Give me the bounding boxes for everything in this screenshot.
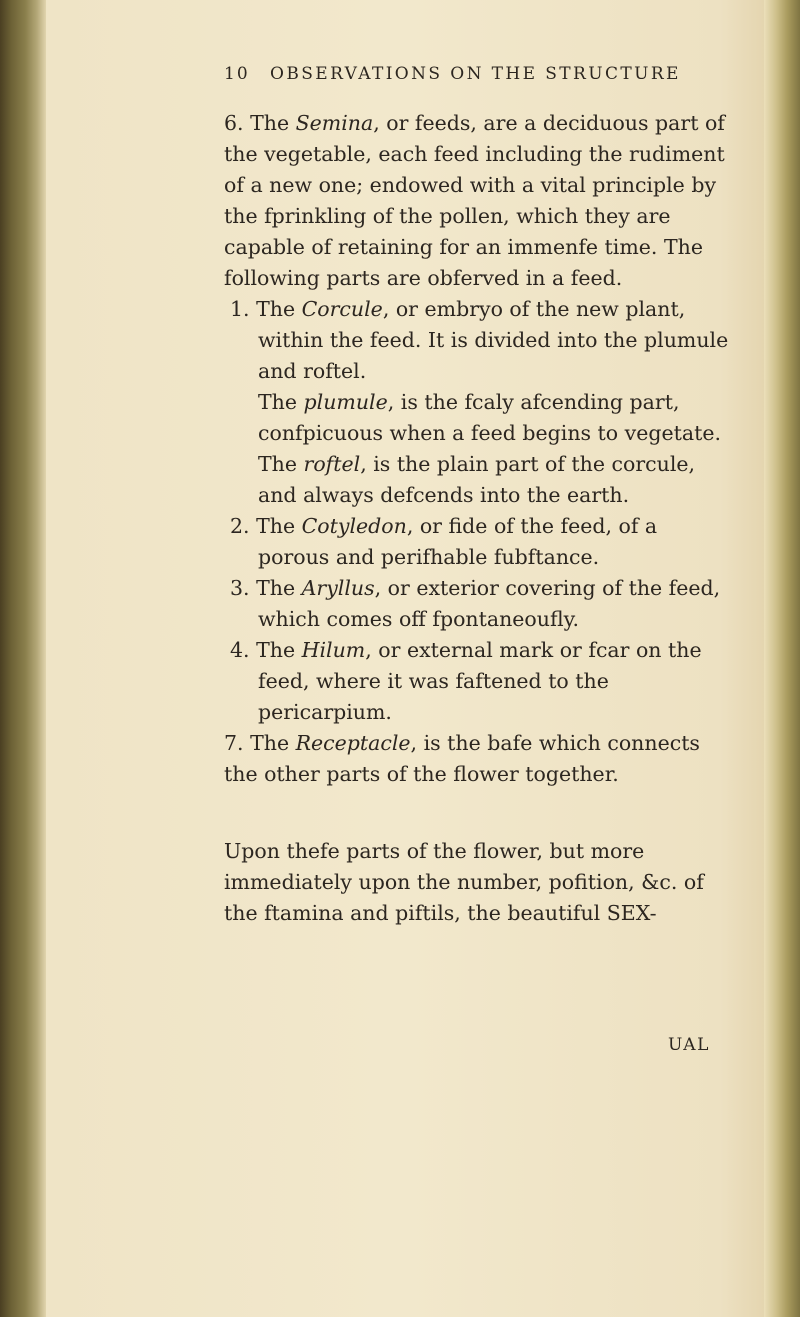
book-spine-edge	[0, 0, 46, 1317]
item-4	[224, 635, 730, 728]
item-3-term: Aryllus	[301, 576, 375, 600]
item-3-lead: 3. The	[230, 576, 302, 600]
item-2-lead: 2. The	[230, 514, 302, 538]
item-1-text: , or embryo of the new plant, within the feed. It is divided into the plumule and roftel.	[258, 297, 729, 383]
page-number: 10	[224, 64, 250, 84]
section-6-term: Semina	[295, 111, 374, 135]
running-header	[224, 64, 704, 84]
body-text	[224, 108, 730, 929]
plumule-lead: The	[258, 390, 304, 414]
item-4-term: Hilum	[301, 638, 366, 662]
plumule-text: , is the fcaly afcending part, confpicuous when a feed begins to vegetate.	[258, 390, 721, 445]
item-3-text: , or exterior covering of the feed, which comes off fpontaneoufly.	[258, 576, 721, 631]
section-6-text: , or feeds, are a deciduous part of the vegetable, each feed including the rudiment of a new one; endowed with a vital principle by the fprinkling of the pollen, which they are capable of retaining for an immenfe time. The following parts are obferved in a feed.	[224, 111, 725, 290]
section-6-lead: 6. The	[224, 111, 296, 135]
rostel-text: , is the plain part of the corcule, and always defcends into the earth.	[258, 452, 696, 507]
section-7-lead: 7. The	[224, 731, 296, 755]
item-2-text: , or fide of the feed, of a porous and perifhable fubftance.	[258, 514, 658, 569]
section-7-text: , is the bafe which connects the other parts of the flower together.	[224, 731, 700, 786]
item-2-term: Cotyledon	[301, 514, 407, 538]
item-2	[224, 511, 730, 573]
rostel-term: roftel	[303, 452, 361, 476]
rostel-lead: The	[258, 452, 304, 476]
item-1-lead: 1. The	[230, 297, 302, 321]
item-4-text: , or external mark or fcar on the feed, where it was faftened to the pericarpium.	[258, 638, 702, 724]
section-7-term: Receptacle	[295, 731, 411, 755]
item-1	[224, 294, 730, 387]
rostel-paragraph	[224, 449, 730, 511]
paragraph-gap	[224, 790, 730, 836]
closing-paragraph: Upon thefe parts of the flower, but more immediately upon the number, pofition, &c. of the ftamina and piftils, the beautiful SEX-	[224, 839, 704, 925]
item-3	[224, 573, 730, 635]
catchword: UAL	[668, 1035, 710, 1055]
plumule-term: plumule	[303, 390, 388, 414]
item-4-lead: 4. The	[230, 638, 302, 662]
section-6	[224, 108, 730, 294]
page-fore-edge	[764, 0, 800, 1317]
item-1-term: Corcule	[301, 297, 383, 321]
running-title: OBSERVATIONS ON THE STRUCTURE	[270, 64, 681, 84]
section-7	[224, 728, 730, 790]
plumule-paragraph	[224, 387, 730, 449]
